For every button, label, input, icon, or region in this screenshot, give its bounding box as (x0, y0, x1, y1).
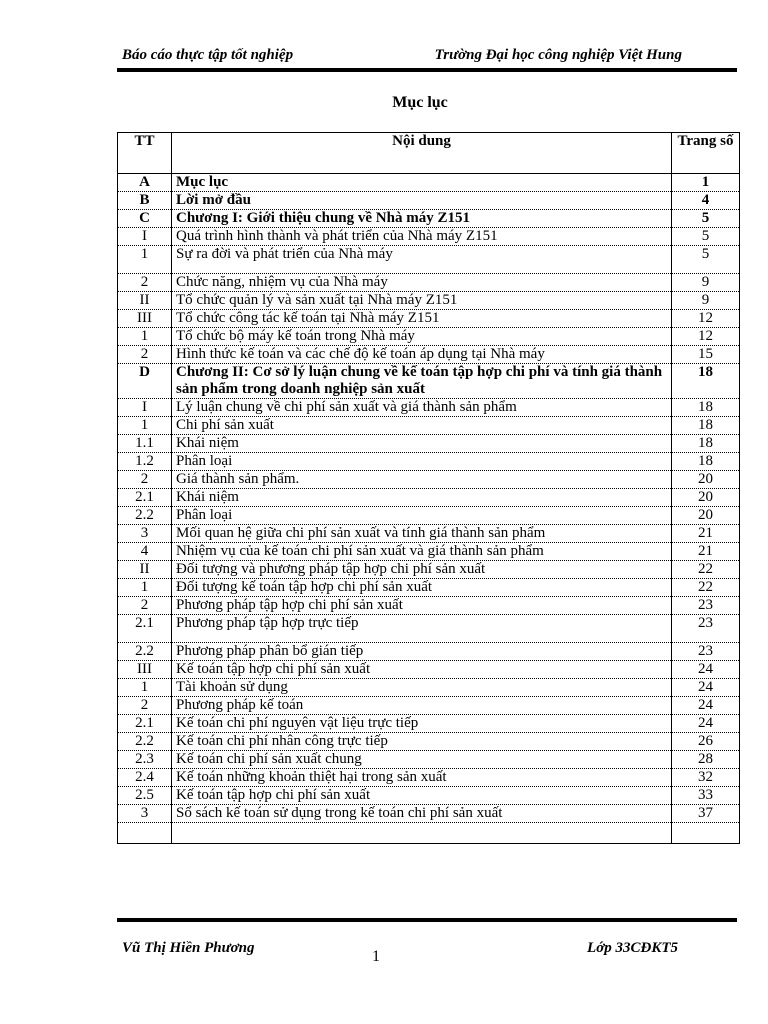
table-row (118, 805, 740, 823)
table-row (118, 192, 740, 210)
col-header-content: Nội dung (172, 133, 672, 174)
row-content: Hình thức kế toán và các chế độ kế toán áp dụng tại Nhà máy (172, 346, 672, 364)
row-page: 9 (672, 274, 740, 292)
row-number: III (118, 310, 172, 328)
row-page: 37 (672, 805, 740, 823)
table-row (118, 453, 740, 471)
row-page: 22 (672, 579, 740, 597)
row-page: 20 (672, 489, 740, 507)
row-number: 1 (118, 246, 172, 274)
row-page: 9 (672, 292, 740, 310)
row-content: Đối tượng kế toán tập hợp chi phí sản xuất (172, 579, 672, 597)
row-page: 24 (672, 697, 740, 715)
table-row (118, 751, 740, 769)
row-number: III (118, 661, 172, 679)
row-content: Phân loại (172, 453, 672, 471)
row-page: 18 (672, 364, 740, 399)
toc-table (117, 132, 740, 844)
row-number: 2.2 (118, 507, 172, 525)
table-row (118, 715, 740, 733)
row-page: 21 (672, 543, 740, 561)
row-number: 3 (118, 805, 172, 823)
row-page: 5 (672, 210, 740, 228)
row-number: 2 (118, 697, 172, 715)
header-rule (117, 68, 737, 72)
row-number: B (118, 192, 172, 210)
table-row (118, 525, 740, 543)
table-row (118, 228, 740, 246)
row-content: Phương pháp tập hợp trực tiếp (172, 615, 672, 643)
row-number: 2 (118, 346, 172, 364)
row-number: 1.2 (118, 453, 172, 471)
table-row (118, 661, 740, 679)
row-number: 3 (118, 525, 172, 543)
row-number: 1 (118, 417, 172, 435)
row-page: 23 (672, 615, 740, 643)
table-row (118, 733, 740, 751)
row-content: Khái niệm (172, 489, 672, 507)
row-page: 18 (672, 453, 740, 471)
table-row (118, 417, 740, 435)
row-number: 2.2 (118, 733, 172, 751)
row-content: Quá trình hình thành và phát triển của Nhà máy Z151 (172, 228, 672, 246)
row-page: 23 (672, 597, 740, 615)
page-header (122, 47, 682, 67)
table-row (118, 246, 740, 274)
row-number: 2 (118, 274, 172, 292)
row-page: 24 (672, 715, 740, 733)
header-report-title: Báo cáo thực tập tốt nghiệp (122, 47, 294, 63)
row-number: II (118, 561, 172, 579)
row-page: 28 (672, 751, 740, 769)
row-content: Nhiệm vụ của kế toán chi phí sản xuất và giá thành sản phẩm (172, 543, 672, 561)
row-content: Giá thành sản phẩm. (172, 471, 672, 489)
row-content: Chức năng, nhiệm vụ của Nhà máy (172, 274, 672, 292)
page-title: Mục lục (392, 94, 448, 111)
toc-header-row (118, 133, 740, 174)
table-row (118, 346, 740, 364)
toc-body (118, 174, 740, 844)
row-page: 5 (672, 228, 740, 246)
header-university: Trường Đại học công nghiệp Việt Hung (434, 47, 682, 63)
table-row (118, 561, 740, 579)
row-number: 2.4 (118, 769, 172, 787)
empty-cell (672, 823, 740, 844)
row-content: Lời mở đầu (172, 192, 672, 210)
row-number: 2.3 (118, 751, 172, 769)
row-number: 2.5 (118, 787, 172, 805)
footer-class: Lớp 33CĐKT5 (587, 940, 678, 956)
table-row (118, 210, 740, 228)
row-page: 24 (672, 661, 740, 679)
row-content: Lý luận chung về chi phí sản xuất và giá thành sản phẩm (172, 399, 672, 417)
table-row (118, 507, 740, 525)
row-page: 12 (672, 310, 740, 328)
row-content: Chương I: Giới thiệu chung về Nhà máy Z151 (172, 210, 672, 228)
table-row (118, 310, 740, 328)
row-content: Phương pháp kế toán (172, 697, 672, 715)
row-page: 4 (672, 192, 740, 210)
row-page: 12 (672, 328, 740, 346)
row-number: II (118, 292, 172, 310)
row-page: 18 (672, 399, 740, 417)
page-number: 1 (372, 948, 380, 965)
row-page: 21 (672, 525, 740, 543)
col-header-tt: TT (118, 133, 172, 174)
row-content: Phân loại (172, 507, 672, 525)
row-page: 33 (672, 787, 740, 805)
table-row (118, 471, 740, 489)
row-page: 1 (672, 174, 740, 192)
footer-rule (117, 918, 737, 922)
row-number: 2.1 (118, 489, 172, 507)
row-page: 15 (672, 346, 740, 364)
row-content: Sự ra đời và phát triển của Nhà máy (172, 246, 672, 274)
row-page: 24 (672, 679, 740, 697)
table-row-empty (118, 823, 740, 844)
row-number: 2 (118, 471, 172, 489)
row-content: Chương II: Cơ sở lý luận chung về kế toán tập hợp chi phí và tính giá thành sản phẩm trong doanh nghiệp sản xuất (172, 364, 672, 399)
row-page: 32 (672, 769, 740, 787)
table-row (118, 292, 740, 310)
row-content: Đối tượng và phương pháp tập hợp chi phí sản xuất (172, 561, 672, 579)
row-page: 5 (672, 246, 740, 274)
row-content: Tổ chức quản lý và sản xuất tại Nhà máy Z151 (172, 292, 672, 310)
row-number: 2.2 (118, 643, 172, 661)
row-page: 18 (672, 417, 740, 435)
table-row (118, 364, 740, 399)
row-number: 2.1 (118, 715, 172, 733)
row-content: Kế toán tập hợp chi phí sản xuất (172, 787, 672, 805)
row-content: Kế toán chi phí sản xuất chung (172, 751, 672, 769)
table-row (118, 597, 740, 615)
row-content: Tài khoản sử dụng (172, 679, 672, 697)
row-content: Phương pháp tập hợp chi phí sản xuất (172, 597, 672, 615)
row-number: 2 (118, 597, 172, 615)
row-content: Phương pháp phân bổ gián tiếp (172, 643, 672, 661)
row-number: 1 (118, 579, 172, 597)
table-row (118, 274, 740, 292)
row-number: 1 (118, 328, 172, 346)
row-content: Mối quan hệ giữa chi phí sản xuất và tính giá thành sản phẩm (172, 525, 672, 543)
row-number: 2.1 (118, 615, 172, 643)
row-content: Kế toán chi phí nguyên vật liệu trực tiếp (172, 715, 672, 733)
row-content: Mục lục (172, 174, 672, 192)
row-number: C (118, 210, 172, 228)
row-content: Chi phí sản xuất (172, 417, 672, 435)
row-content: Tổ chức công tác kế toán tại Nhà máy Z151 (172, 310, 672, 328)
row-page: 20 (672, 471, 740, 489)
row-page: 26 (672, 733, 740, 751)
table-row (118, 174, 740, 192)
table-row (118, 615, 740, 643)
row-content: Tổ chức bộ máy kế toán trong Nhà máy (172, 328, 672, 346)
footer-author: Vũ Thị Hiền Phương (122, 940, 255, 956)
row-number: 4 (118, 543, 172, 561)
table-row (118, 643, 740, 661)
row-number: I (118, 228, 172, 246)
table-row (118, 328, 740, 346)
table-row (118, 787, 740, 805)
row-content: Sổ sách kế toán sử dụng trong kế toán chi phí sản xuất (172, 805, 672, 823)
empty-cell (118, 823, 172, 844)
row-content: Kế toán những khoản thiệt hại trong sản xuất (172, 769, 672, 787)
row-number: A (118, 174, 172, 192)
table-row (118, 399, 740, 417)
row-number: 1.1 (118, 435, 172, 453)
table-row (118, 769, 740, 787)
table-row (118, 679, 740, 697)
empty-cell (172, 823, 672, 844)
table-row (118, 697, 740, 715)
table-row (118, 489, 740, 507)
row-page: 22 (672, 561, 740, 579)
table-row (118, 543, 740, 561)
row-number: 1 (118, 679, 172, 697)
table-row (118, 435, 740, 453)
row-page: 20 (672, 507, 740, 525)
row-number: I (118, 399, 172, 417)
col-header-page: Trang số (672, 133, 740, 174)
table-row (118, 579, 740, 597)
row-content: Kế toán chi phí nhân công trực tiếp (172, 733, 672, 751)
row-number: D (118, 364, 172, 399)
row-content: Kế toán tập hợp chi phí sản xuất (172, 661, 672, 679)
row-page: 18 (672, 435, 740, 453)
row-content: Khái niệm (172, 435, 672, 453)
row-page: 23 (672, 643, 740, 661)
